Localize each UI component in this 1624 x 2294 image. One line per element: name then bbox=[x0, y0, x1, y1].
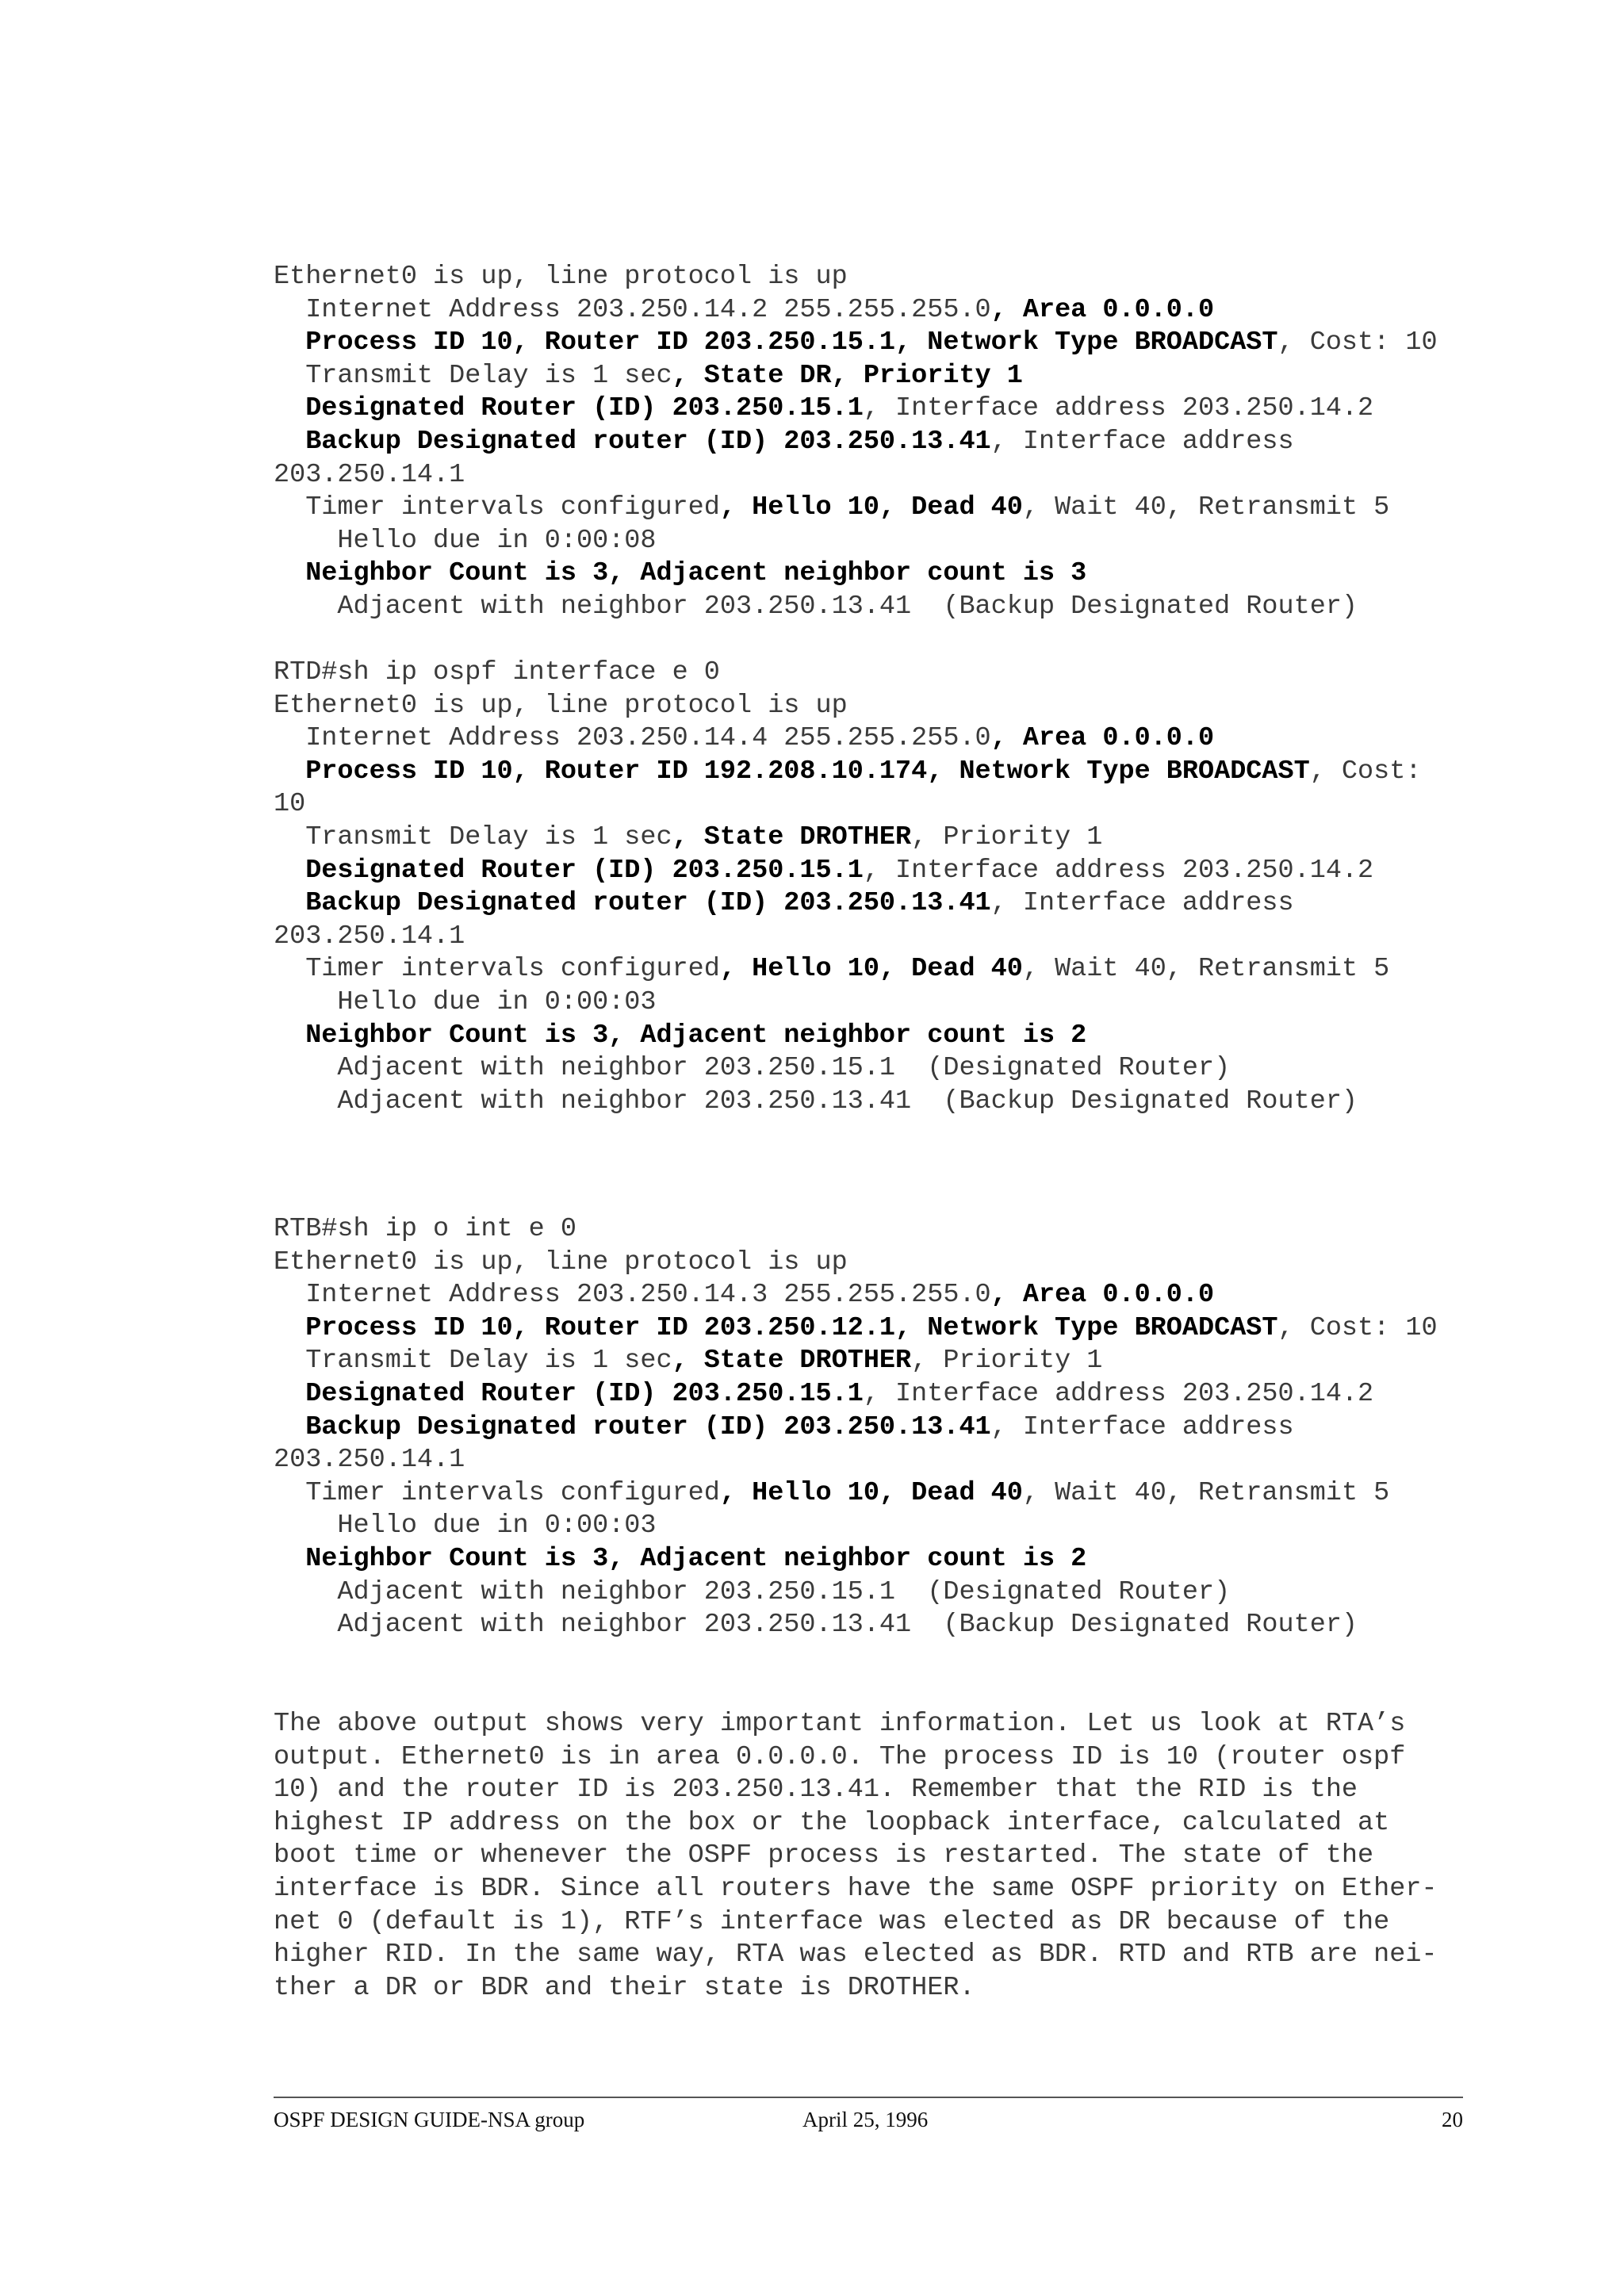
output-line bbox=[274, 1279, 1438, 1312]
plain-text: Adjacent with neighbor 203.250.13.41 (Backup Designated Router) bbox=[274, 1086, 1358, 1116]
bold-text: Designated Router (ID) 203.250.15.1 bbox=[274, 1378, 864, 1409]
output-line bbox=[274, 855, 1421, 888]
plain-text: Adjacent with neighbor 203.250.15.1 (Designated Router) bbox=[274, 1053, 1231, 1084]
output-line bbox=[274, 690, 1421, 723]
plain-text: Ethernet0 is up, line protocol is up bbox=[274, 690, 848, 721]
bold-text: Designated Router (ID) 203.250.15.1 bbox=[274, 393, 864, 424]
plain-text: Hello due in 0:00:03 bbox=[274, 986, 657, 1017]
output-line bbox=[274, 360, 1438, 393]
output-line bbox=[274, 393, 1438, 426]
plain-text: Ethernet0 is up, line protocol is up bbox=[274, 1247, 848, 1277]
output-line bbox=[274, 1576, 1438, 1610]
plain-text: , Interface address bbox=[990, 1411, 1294, 1442]
plain-text: Internet Address 203.250.14.2 255.255.255.0 bbox=[274, 294, 991, 325]
plain-text: 203.250.14.1 bbox=[274, 459, 465, 490]
output-line bbox=[274, 459, 1438, 492]
output-line bbox=[274, 1213, 1438, 1247]
paragraph-line: 10) and the router ID is 203.250.13.41. Remember that the RID is the bbox=[274, 1775, 1358, 1806]
plain-text: , Priority 1 bbox=[911, 821, 1103, 852]
footer-divider bbox=[274, 2097, 1463, 2098]
bold-text: Neighbor Count is 3, Adjacent neighbor count is 3 bbox=[274, 558, 1087, 589]
bold-text: , State DROTHER bbox=[672, 1346, 912, 1377]
rta-interface-output bbox=[274, 261, 1438, 624]
bold-text: , Area 0.0.0.0 bbox=[990, 723, 1215, 754]
output-line bbox=[274, 327, 1438, 360]
plain-text: , Interface address 203.250.14.2 bbox=[863, 393, 1374, 424]
output-line bbox=[274, 1411, 1438, 1445]
paragraph-line: output. Ethernet0 is in area 0.0.0.0. The process ID is 10 (router ospf bbox=[274, 1741, 1406, 1772]
bold-text: , Hello 10, Dead 40 bbox=[719, 954, 1023, 985]
explanation-paragraph bbox=[274, 1708, 1438, 2005]
output-line bbox=[274, 821, 1421, 855]
plain-text: RTD#sh ip ospf interface e 0 bbox=[274, 657, 720, 687]
plain-text: , Interface address bbox=[990, 888, 1294, 919]
output-line bbox=[274, 492, 1438, 525]
bold-text: , State DROTHER bbox=[672, 821, 912, 852]
plain-text: Internet Address 203.250.14.3 255.255.255.0 bbox=[274, 1280, 991, 1311]
plain-text: RTB#sh ip o int e 0 bbox=[274, 1214, 576, 1244]
paragraph-line: highest IP address on the box or the loopback interface, calculated at bbox=[274, 1807, 1390, 1838]
output-line bbox=[274, 921, 1421, 954]
plain-text: Internet Address 203.250.14.4 255.255.255.0 bbox=[274, 723, 991, 754]
output-line bbox=[274, 1477, 1438, 1511]
plain-text: 203.250.14.1 bbox=[274, 921, 465, 952]
output-line bbox=[274, 525, 1438, 558]
plain-text: Timer intervals configured bbox=[274, 1477, 720, 1508]
plain-text: Transmit Delay is 1 sec bbox=[274, 821, 672, 852]
output-line bbox=[274, 1052, 1421, 1086]
bold-text: Neighbor Count is 3, Adjacent neighbor count is 2 bbox=[274, 1543, 1087, 1574]
paragraph-line: boot time or whenever the OSPF process is restarted. The state of the bbox=[274, 1840, 1374, 1871]
plain-text: , Cost: 10 bbox=[1277, 1312, 1438, 1343]
plain-text: , Wait 40, Retransmit 5 bbox=[1022, 954, 1390, 985]
paragraph-line: higher RID. In the same way, RTA was elected as BDR. RTD and RTB are nei- bbox=[274, 1940, 1438, 1970]
plain-text: , Cost: bbox=[1309, 756, 1422, 787]
footer-page-number: 20 bbox=[1442, 2108, 1463, 2131]
output-line bbox=[274, 1247, 1438, 1280]
output-line bbox=[274, 557, 1438, 591]
footer-date: April 25, 1996 bbox=[802, 2108, 929, 2131]
rtb-interface-output bbox=[274, 1213, 1438, 1642]
output-line bbox=[274, 1543, 1438, 1576]
output-line bbox=[274, 1312, 1438, 1346]
plain-text: Hello due in 0:00:03 bbox=[274, 1511, 657, 1541]
plain-text: , Priority 1 bbox=[911, 1346, 1103, 1377]
plain-text: Transmit Delay is 1 sec bbox=[274, 360, 672, 391]
plain-text: , Interface address 203.250.14.2 bbox=[863, 1378, 1374, 1409]
paragraph-line: The above output shows very important information. Let us look at RTA’s bbox=[274, 1709, 1406, 1739]
output-line bbox=[274, 1086, 1421, 1119]
plain-text: 10 bbox=[274, 789, 306, 820]
output-line bbox=[274, 1020, 1421, 1053]
plain-text: Hello due in 0:00:08 bbox=[274, 525, 657, 556]
paragraph-line: net 0 (default is 1), RTF’s interface was elected as DR because of the bbox=[274, 1906, 1390, 1937]
output-line bbox=[274, 591, 1438, 624]
plain-text: , Interface address 203.250.14.2 bbox=[863, 855, 1374, 886]
plain-text: Timer intervals configured bbox=[274, 954, 720, 985]
bold-text: , Hello 10, Dead 40 bbox=[719, 1477, 1023, 1508]
plain-text: Adjacent with neighbor 203.250.13.41 (Backup Designated Router) bbox=[274, 591, 1358, 622]
output-line bbox=[274, 788, 1421, 821]
bold-text: , Hello 10, Dead 40 bbox=[719, 492, 1023, 523]
bold-text: , Area 0.0.0.0 bbox=[990, 294, 1215, 325]
bold-text: Process ID 10, Router ID 203.250.15.1, Network Type BROADCAST bbox=[274, 327, 1278, 358]
plain-text: , Cost: 10 bbox=[1277, 327, 1438, 358]
plain-text: , Interface address bbox=[990, 426, 1294, 457]
bold-text: Neighbor Count is 3, Adjacent neighbor count is 2 bbox=[274, 1020, 1087, 1051]
plain-text: Ethernet0 is up, line protocol is up bbox=[274, 262, 848, 292]
bold-text: Process ID 10, Router ID 203.250.12.1, Network Type BROADCAST bbox=[274, 1312, 1278, 1343]
paragraph-line: interface is BDR. Since all routers have the same OSPF priority on Ether- bbox=[274, 1873, 1438, 1904]
rtd-interface-output bbox=[274, 657, 1421, 1118]
plain-text: 203.250.14.1 bbox=[274, 1445, 465, 1476]
plain-text: , Wait 40, Retransmit 5 bbox=[1022, 1477, 1390, 1508]
plain-text: Adjacent with neighbor 203.250.13.41 (Backup Designated Router) bbox=[274, 1610, 1358, 1641]
output-line bbox=[274, 261, 1438, 294]
bold-text: Process ID 10, Router ID 192.208.10.174, Network Type BROADCAST bbox=[274, 756, 1310, 787]
output-line bbox=[274, 1444, 1438, 1477]
plain-text: Transmit Delay is 1 sec bbox=[274, 1346, 672, 1377]
output-line bbox=[274, 756, 1421, 789]
bold-text: Backup Designated router (ID) 203.250.13.41 bbox=[274, 426, 991, 457]
bold-text: Backup Designated router (ID) 203.250.13.41 bbox=[274, 888, 991, 919]
footer-title: OSPF DESIGN GUIDE-NSA group bbox=[274, 2108, 585, 2131]
plain-text: , Wait 40, Retransmit 5 bbox=[1022, 492, 1390, 523]
output-line bbox=[274, 426, 1438, 459]
bold-text: , Area 0.0.0.0 bbox=[990, 1280, 1215, 1311]
output-line bbox=[274, 1609, 1438, 1642]
bold-text: , State DR, Priority 1 bbox=[672, 360, 1023, 391]
output-line bbox=[274, 657, 1421, 690]
output-line bbox=[274, 953, 1421, 986]
output-line bbox=[274, 722, 1421, 756]
bold-text: Backup Designated router (ID) 203.250.13.41 bbox=[274, 1411, 991, 1442]
bold-text: Designated Router (ID) 203.250.15.1 bbox=[274, 855, 864, 886]
output-line bbox=[274, 887, 1421, 921]
plain-text: Timer intervals configured bbox=[274, 492, 720, 523]
output-line bbox=[274, 1345, 1438, 1378]
output-line bbox=[274, 1378, 1438, 1411]
output-line bbox=[274, 1510, 1438, 1543]
paragraph-line: ther a DR or BDR and their state is DROTHER. bbox=[274, 1972, 975, 2003]
output-line bbox=[274, 986, 1421, 1020]
plain-text: Adjacent with neighbor 203.250.15.1 (Designated Router) bbox=[274, 1576, 1231, 1607]
output-line bbox=[274, 294, 1438, 327]
